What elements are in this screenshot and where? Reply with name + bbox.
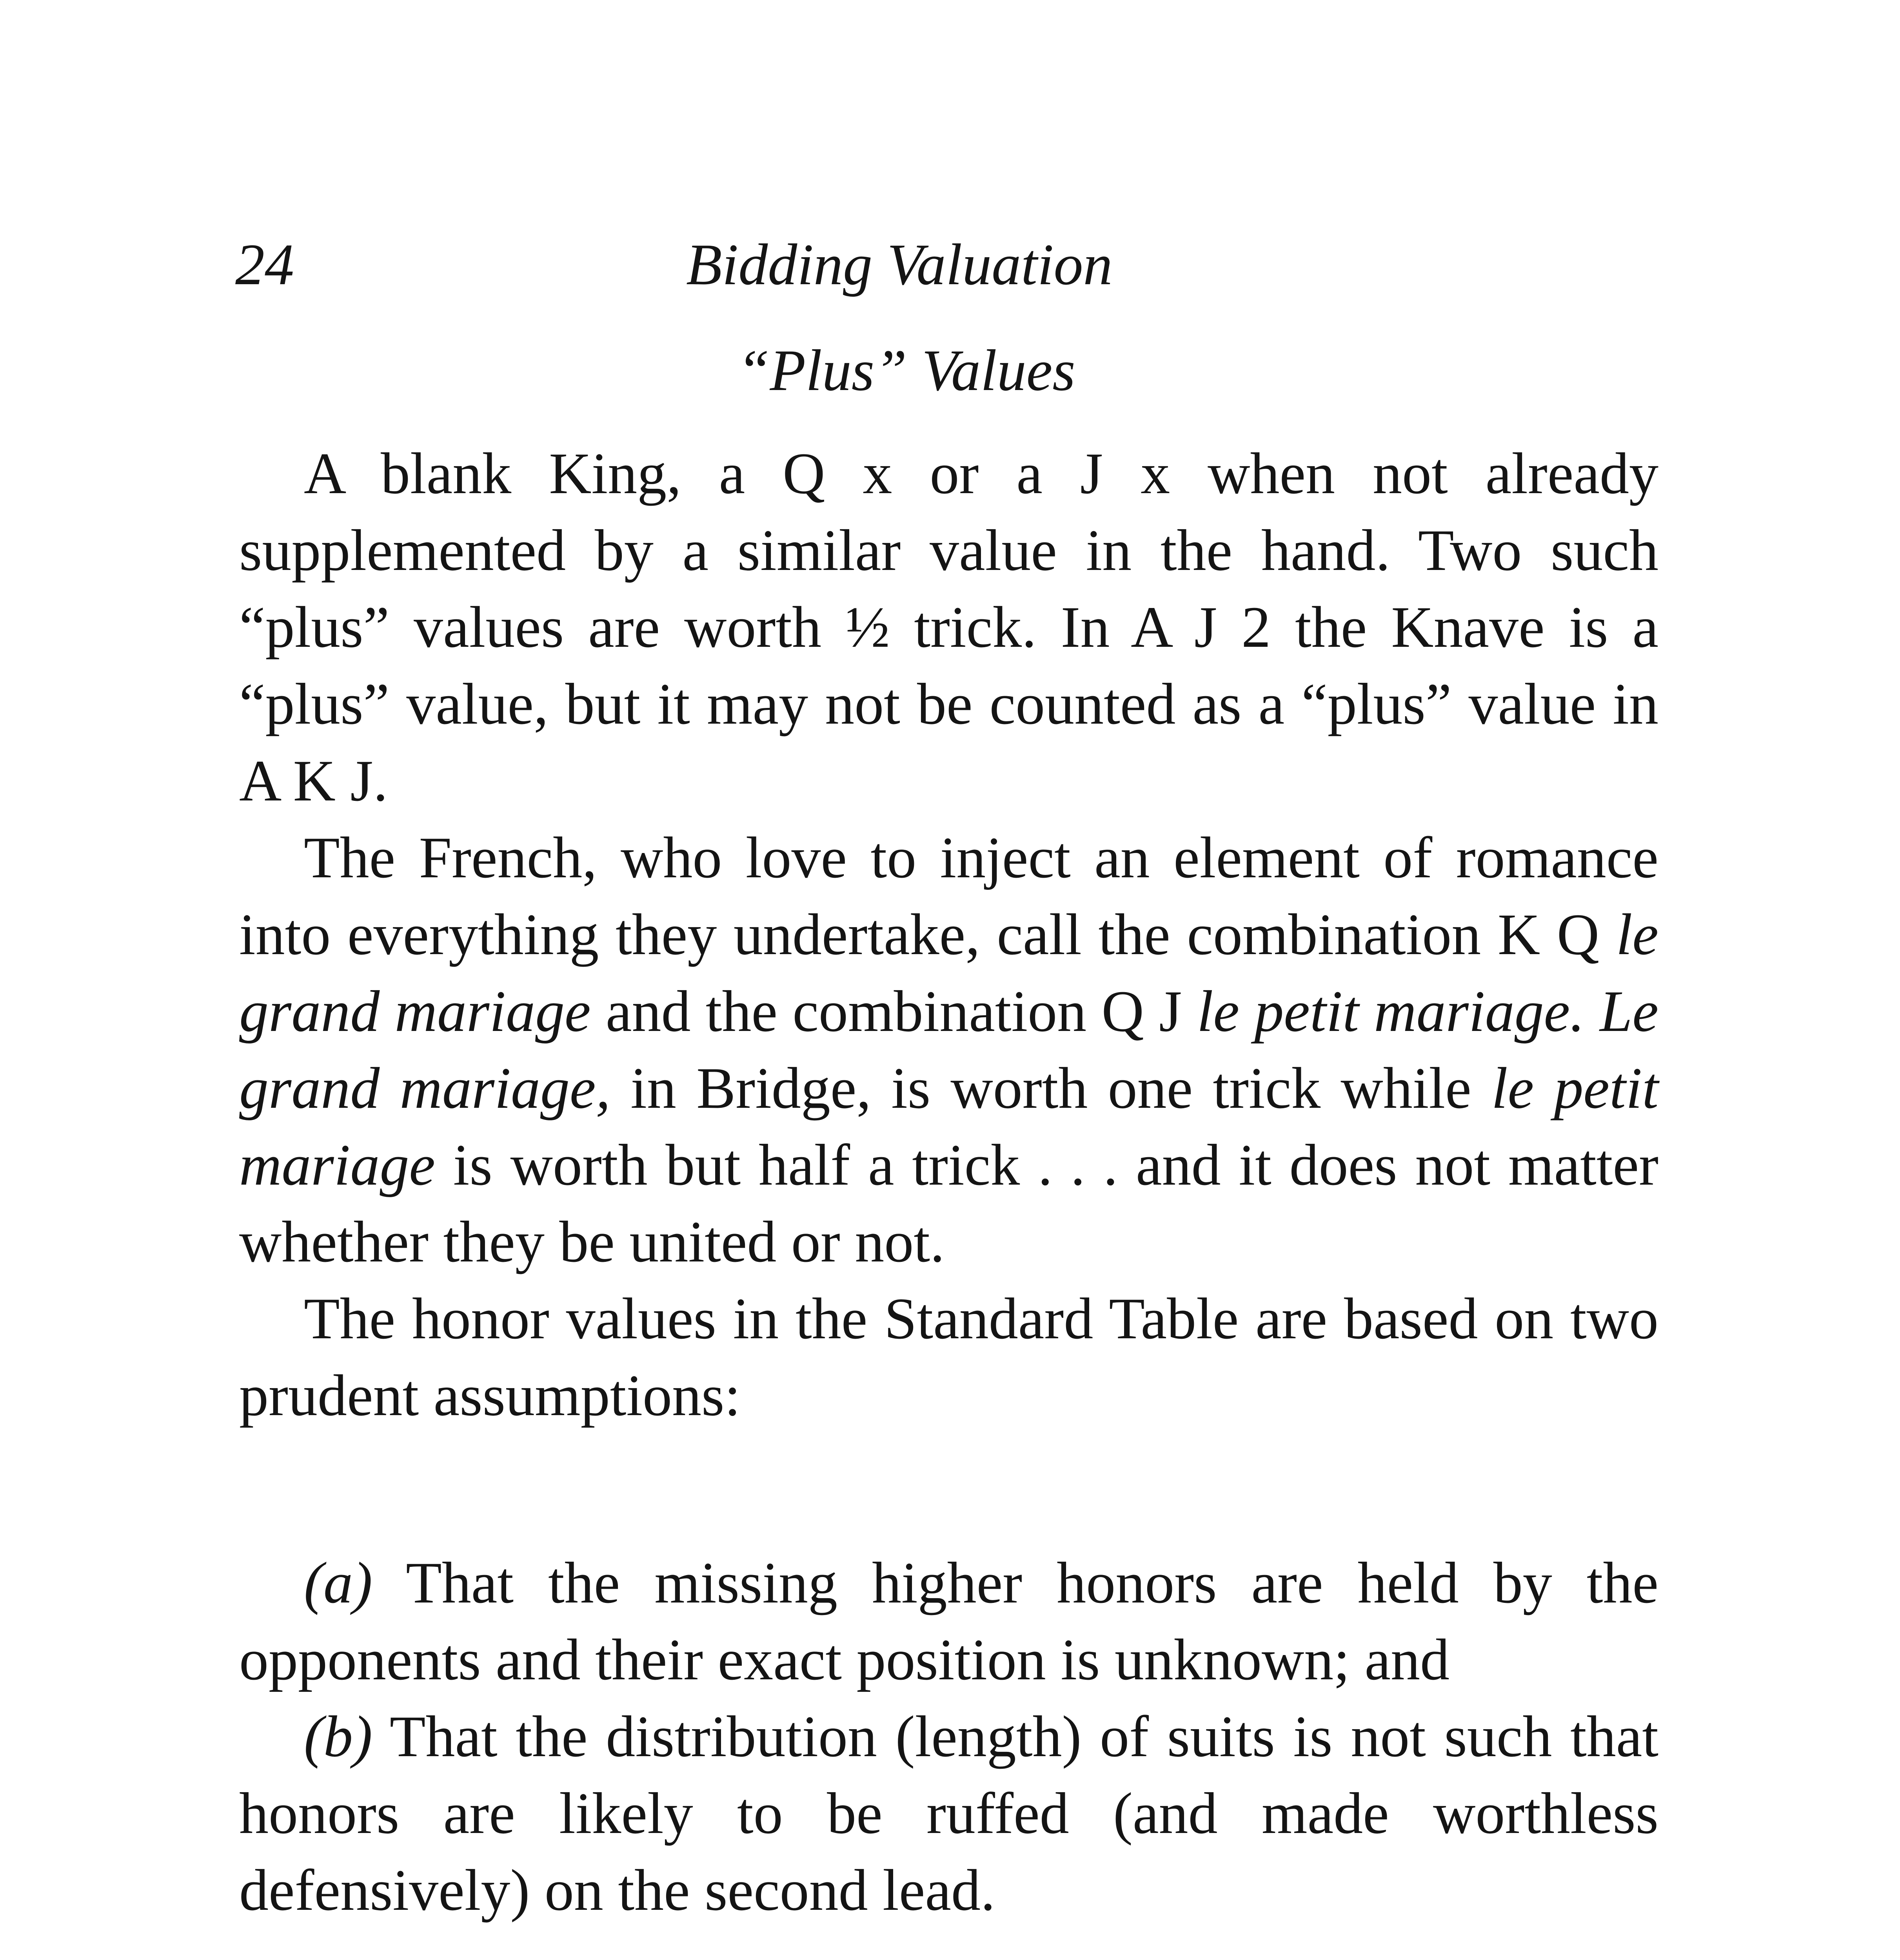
running-head [235,223,1662,306]
italic-term: le petit mariage [239,1056,1658,1198]
italic-term: le petit mariage. [1197,979,1585,1044]
page-number: 24 [235,232,294,297]
text-run: That the missing higher honors are held by the opponents and their exact position is unknown; and [239,1550,1658,1692]
italic-term: Le grand mariage, [239,979,1658,1121]
italic-term: le grand mariage [239,902,1658,1044]
text-run: is worth but half a trick . . . and it does not matter whether they be united or not. [239,1132,1658,1274]
section-title: “Plus” Values [737,338,1075,403]
text-run: and the combination Q J [590,979,1197,1044]
text-run: in Bridge, is worth one trick while [610,1056,1491,1121]
assumption-list [239,1544,1658,1929]
paragraph-assumptions: The honor values in the Standard Table are based on two prudent assumptions: [239,1286,1658,1428]
assumption-b [239,1698,1658,1929]
paragraph-french-mariage [239,819,1658,1280]
plus-values-text [239,435,1658,1434]
text-run: The French, who love to inject an element of romance into everything they undertake, call the combination K Q [239,825,1658,967]
list-marker: (a) [304,1550,372,1615]
assumption-a [239,1544,1658,1698]
running-head-title: Bidding Valuation [686,232,1113,297]
text-run [1585,979,1600,1044]
list-marker: (b) [304,1704,372,1769]
paragraph-plus-values: A blank King, a Q x or a J x when not already supplemented by a similar value in the hand. Two such “plus” values are worth ½ trick. In A J 2 the Knave is a “plus” value, but it may not be counted as a “plus” value in A K J. [239,441,1658,813]
text-run: That the distribution (length) of suits is not such that honors are likely to be ruffed (and made worthless defensively) on the second lead. [239,1704,1658,1923]
